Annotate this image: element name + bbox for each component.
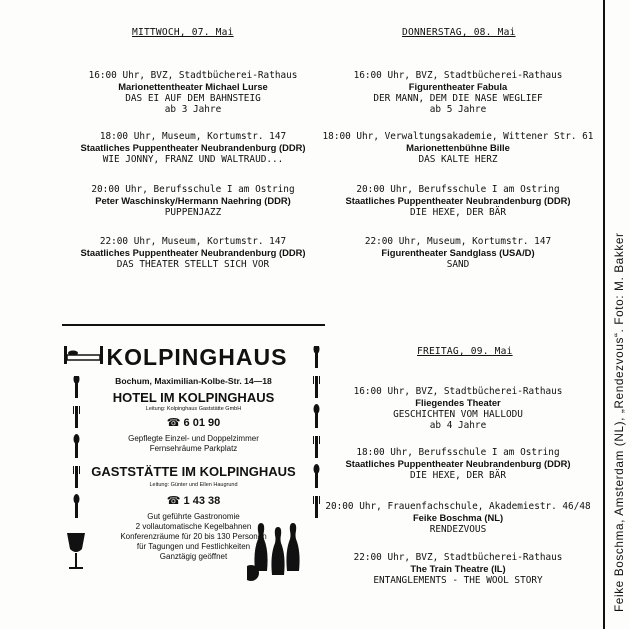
ad-restaurant-desc-5: Ganztägig geöffnet xyxy=(159,552,228,561)
event-wed-2 xyxy=(43,131,343,165)
event-wed-3 xyxy=(43,184,343,218)
cutlery-border-right-icon xyxy=(310,346,324,541)
event-note: ab 4 Jahre xyxy=(429,420,487,432)
event-title: DIE HEXE, DER BÄR xyxy=(410,206,506,218)
event-fri-3 xyxy=(308,501,608,535)
ad-restaurant-phone-number: 1 43 38 xyxy=(183,495,221,507)
event-time: 16:00 Uhr, BVZ, Stadtbücherei-Rathaus xyxy=(353,386,563,397)
page-edge-rule xyxy=(603,0,605,629)
event-group: Staatliches Puppentheater Neubrandenburg (DDR) xyxy=(345,458,571,470)
ad-hotel-desc-2: Fernsehräume Parkplatz xyxy=(149,444,238,453)
event-thu-1 xyxy=(308,70,608,116)
ad-restaurant-desc-4: für Tagungen und Festlichkeiten xyxy=(136,542,251,551)
event-time: 22:00 Uhr, BVZ, Stadtbücherei-Rathaus xyxy=(353,552,563,563)
event-time: 16:00 Uhr, BVZ, Stadtbücherei-Rathaus xyxy=(353,70,563,81)
event-title: DIE HEXE, DER BÄR xyxy=(410,469,506,481)
event-group: The Train Theatre (IL) xyxy=(410,563,506,575)
event-title: ENTANGLEMENTS - THE WOOL STORY xyxy=(373,574,543,586)
event-time: 20:00 Uhr, Berufsschule I am Ostring xyxy=(91,184,295,195)
event-group: Staatliches Puppentheater Neubrandenburg (DDR) xyxy=(345,195,571,207)
event-fri-4 xyxy=(308,552,608,586)
event-time: 18:00 Uhr, Berufsschule I am Ostring xyxy=(356,447,560,458)
event-title: GESCHICHTEN VOM HALLODU xyxy=(393,408,523,420)
day-heading-thursday: DONNERSTAG, 08. Mai xyxy=(402,27,516,38)
event-fri-1 xyxy=(308,386,608,432)
event-fri-2 xyxy=(308,447,608,481)
event-title: SAND xyxy=(446,258,470,270)
ad-name: KOLPINGHAUS xyxy=(106,344,288,370)
event-title: DAS EI AUF DEM BAHNSTEIG xyxy=(125,92,261,104)
event-wed-4 xyxy=(43,236,343,270)
event-group: Feike Boschma (NL) xyxy=(412,512,504,524)
event-thu-3 xyxy=(308,184,608,218)
ad-restaurant-desc-1: Gut geführte Gastronomie xyxy=(147,512,240,521)
event-title: WIE JONNY, FRANZ UND WALTRAUD... xyxy=(102,153,284,165)
event-group: Marionettenbühne Bille xyxy=(406,142,510,154)
event-group: Staatliches Puppentheater Neubrandenburg (DDR) xyxy=(80,142,306,154)
event-title: RENDEZVOUS xyxy=(429,523,487,535)
ad-restaurant-management: Leitung: Günter und Ellen Haugrund xyxy=(149,482,238,488)
event-group: Figurentheater Sandglass (USA/D) xyxy=(381,247,535,259)
event-time: 20:00 Uhr, Berufsschule I am Ostring xyxy=(356,184,560,195)
day-heading-friday: FREITAG, 09. Mai xyxy=(417,346,513,357)
kolpinghaus-advertisement xyxy=(62,324,325,584)
event-wed-1 xyxy=(43,70,343,116)
event-thu-2 xyxy=(308,131,608,165)
event-time: 22:00 Uhr, Museum, Kortumstr. 147 xyxy=(99,236,287,247)
event-time: 16:00 Uhr, BVZ, Stadtbücherei-Rathaus xyxy=(88,70,298,81)
event-title: PUPPENJAZZ xyxy=(164,206,222,218)
phone-icon: ☎ xyxy=(166,417,184,429)
ad-restaurant-title: GASTSTÄTTE IM KOLPINGHAUS xyxy=(91,464,296,479)
event-time: 22:00 Uhr, Museum, Kortumstr. 147 xyxy=(364,236,552,247)
ad-restaurant-desc-3: Konferenzräume für 20 bis 130 Personen xyxy=(120,532,267,541)
event-title: DAS KALTE HERZ xyxy=(418,153,498,165)
event-thu-4 xyxy=(308,236,608,270)
photo-credit: Feike Boschma, Amsterdam (NL), „Rendezvous“. Foto: M. Bakker xyxy=(612,232,626,612)
wine-glass-icon xyxy=(65,531,87,573)
event-note: ab 5 Jahre xyxy=(429,104,487,116)
event-group: Staatliches Puppentheater Neubrandenburg (DDR) xyxy=(80,247,306,259)
event-group: Peter Waschinsky/Hermann Naehring (DDR) xyxy=(95,195,291,207)
event-title: DER MANN, DEM DIE NASE WEGLIEF xyxy=(373,92,543,104)
event-time: 18:00 Uhr, Museum, Kortumstr. 147 xyxy=(99,131,287,142)
ad-hotel-desc-1: Gepflegte Einzel- und Doppelzimmer xyxy=(128,434,259,443)
ad-address: Bochum, Maximilian-Kolbe-Str. 14—18 xyxy=(115,376,272,386)
event-title: DAS THEATER STELLT SICH VOR xyxy=(116,258,270,270)
ad-restaurant-desc-2: 2 vollautomatische Kegelbahnen xyxy=(135,522,252,531)
event-note: ab 3 Jahre xyxy=(164,104,222,116)
day-heading-wednesday: MITTWOCH, 07. Mai xyxy=(132,27,234,38)
ad-restaurant-phone xyxy=(102,494,285,507)
phone-icon: ☎ xyxy=(166,495,184,507)
event-group: Fliegendes Theater xyxy=(415,397,501,409)
ad-hotel-title: HOTEL IM KOLPINGHAUS xyxy=(112,390,275,405)
ad-hotel-management: Leitung: Kolpinghaus Gaststätte GmbH xyxy=(145,406,242,412)
event-group: Figurentheater Fabula xyxy=(408,81,508,93)
event-group: Marionettentheater Michael Lurse xyxy=(118,81,268,93)
ad-hotel-phone-number: 6 01 90 xyxy=(183,417,221,429)
event-time: 18:00 Uhr, Verwaltungsakademie, Wittener Str. 61 xyxy=(322,131,594,142)
ad-hotel-phone xyxy=(102,416,285,429)
event-time: 20:00 Uhr, Frauenfachschule, Akademiestr. 46/48 xyxy=(325,501,591,512)
